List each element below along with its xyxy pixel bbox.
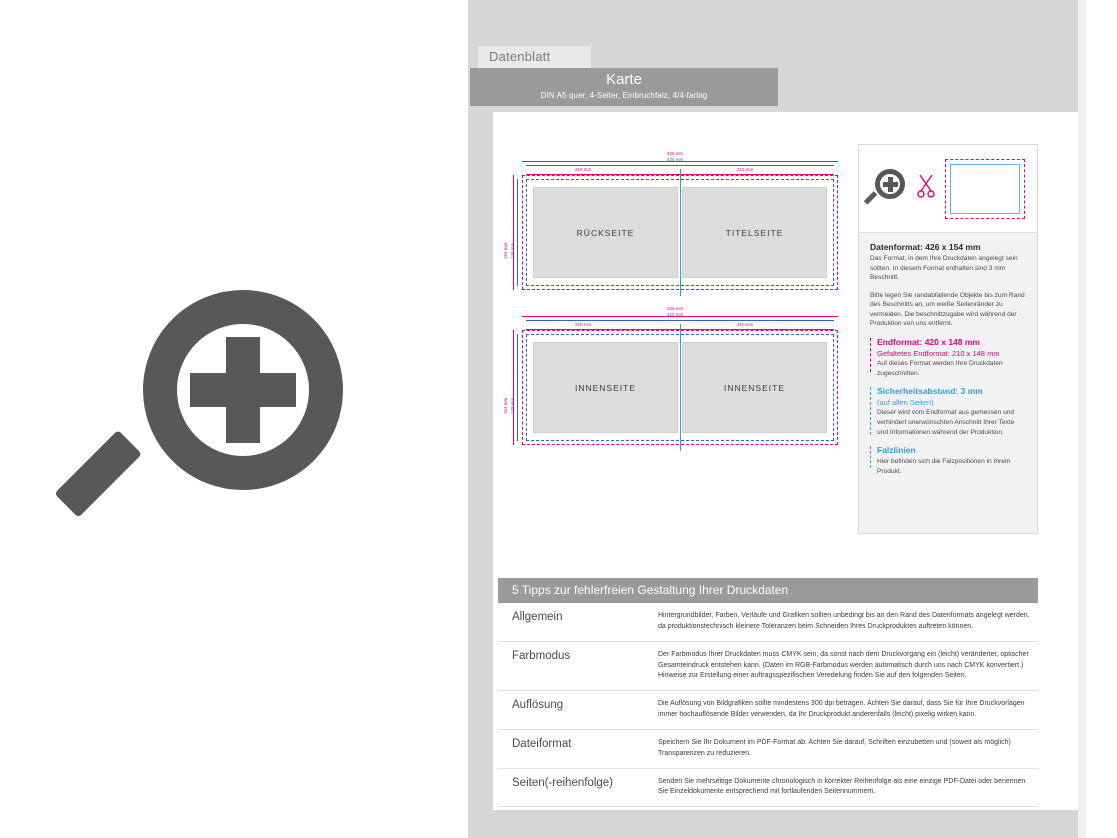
inner-spread <box>503 306 845 445</box>
dim-inner-bleed-width: 426 mm <box>667 306 684 311</box>
tips-label-allgemein: Allgemein <box>512 611 563 623</box>
outer-fold-line <box>680 169 681 296</box>
tips-text-aufloesung: Die Auflösung von Bildgrafiken sollte mindestens 300 dpi betragen. Achten Sie darauf, dass Sie für Ihre Druckvorlagen immer hochauflösende Bilder verwenden, da Ihr Druckprodukt anderenfalls (leicht) pixelig wirken kann. <box>658 700 1025 719</box>
legend-heading-falzlinien: Falzlinien <box>877 445 916 456</box>
legend-text-randabfallend: Bitte legen Sie randabfallende Objekte bis zum Rand des Beschnitts an, um weiße Seitenränder zu vermeiden. Die beschnittzugabe wird während der Produktion von uns entfernt. <box>870 291 1025 328</box>
legend-preview-safety <box>950 164 1020 214</box>
legend-text-falzlinien: Hier befinden sich die Falzpositionen in Ihrem Produkt. <box>877 458 1011 475</box>
dim-inner-bleed-height: 154 mm <box>503 397 508 414</box>
dim-outer-right-half: 210 mm <box>737 167 754 172</box>
tab-datenblatt-label: Datenblatt <box>489 49 551 64</box>
dim-outer-left-half: 210 mm <box>575 167 592 172</box>
scissors-icon <box>917 173 935 199</box>
dim-rule-outer-bleed-v <box>513 175 514 290</box>
panel-titelseite: TITELSEITE <box>682 187 827 278</box>
dim-inner-trim-height: 148 mm <box>510 397 515 414</box>
dim-rule-outer-bleed <box>522 161 838 162</box>
table-row <box>498 769 1038 808</box>
legend-item-datenformat <box>870 242 1027 283</box>
dim-outer-trim-width: 420 mm <box>667 157 684 162</box>
legend-panel <box>858 144 1038 534</box>
dim-rule-inner-trim-v <box>517 334 518 441</box>
legend-sub-sicherheitsabstand: (auf allen Seiten) <box>877 398 934 408</box>
legend-heading-datenformat: Datenformat: 426 x 154 mm <box>870 242 981 252</box>
page-subtitle: DIN A5 quer, 4-Seiter, Einbruchfalz, 4/4-farbig <box>540 91 708 100</box>
legend-item-randabfallend <box>870 291 1027 329</box>
tips-text-seitenreihenfolge: Senden Sie mehrseitige Dokumente chronologisch in korrekter Reihenfolge als eine einzige PDF-Datei oder benennen Sie Einzeldokumente entsprechend mit fortlaufenden Seitennummern. <box>658 777 1026 796</box>
legend-item-sicherheitsabstand <box>870 386 1027 437</box>
legend-item-falzlinien <box>870 445 1027 476</box>
tips-label-seitenreihenfolge: Seiten(-reihenfolge) <box>512 776 614 789</box>
legend-text-datenformat: Das Format, in dem Ihre Druckdaten angelegt sein sollten. In diesem Format enthalten sind 3 mm Beschnitt. <box>870 255 1018 282</box>
page-title: Karte <box>606 71 642 88</box>
tab-datenblatt[interactable] <box>478 46 591 68</box>
outer-spread <box>503 151 845 290</box>
table-row <box>498 603 1038 642</box>
table-row <box>498 691 1038 730</box>
inner-fold-line <box>680 324 681 451</box>
legend-text-sicherheitsabstand: Dieser wird vom Endformat aus gemessen und verhindert unerwünschten Anschnitt Ihrer Texte und Informationen während der Produktion. <box>877 409 1015 436</box>
magnifier-plus-icon-small <box>871 169 911 209</box>
legend-sub-endformat: Gefaltetes Endformat: 210 x 148 mm <box>877 349 1000 359</box>
tips-label-farbmodus: Farbmodus <box>512 649 571 662</box>
tips-table <box>498 578 1038 807</box>
magnifier-handle-small <box>864 191 877 204</box>
legend-text-endformat: Auf dieses Format werden Ihre Druckdaten zugeschnitten. <box>877 360 1003 377</box>
panel-innenseite-right: INNENSEITE <box>682 342 827 433</box>
dim-outer-bleed-width: 426 mm <box>667 151 684 156</box>
dim-rule-outer-trim-v <box>517 179 518 286</box>
legend-preview-bleed <box>945 159 1025 219</box>
format-diagram <box>505 150 855 460</box>
table-row <box>498 642 1038 692</box>
dim-inner-trim-width: 420 mm <box>667 312 684 317</box>
tips-text-farbmodus: Der Farbmodus Ihrer Druckdaten muss CMYK sein, da sonst nach dem Druckvorgang ein (leicht) veränderter, optischer Gesamteindruck entstehen kann. (Daten im RGB-Farbmodus werden automatisch durch uns nach CMYK konvertiert.) Hinweise zur Erstellung einer auftragsspezifischen Veredelung finden Sie auf den folgenden Seiten. <box>658 650 1029 680</box>
magnifier-plus-horizontal <box>190 373 296 407</box>
dim-rule-inner-bleed <box>522 316 838 317</box>
legend-thumbnail <box>859 145 1037 233</box>
tips-text-dateiformat: Speichern Sie Ihr Dokument im PDF-Format ab. Achten Sie darauf, Schriften einzubetten und (soweit als möglich) Transparenzen zu reduzieren. <box>658 738 1011 757</box>
dim-inner-left-half: 210 mm <box>575 322 592 327</box>
legend-item-endformat <box>870 337 1027 378</box>
legend-body <box>859 233 1037 533</box>
panel-rueckseite: RÜCKSEITE <box>533 187 678 278</box>
tips-title: 5 Tipps zur fehlerfreien Gestaltung Ihrer Druckdaten <box>498 578 1038 603</box>
legend-heading-sicherheitsabstand: Sicherheitsabstand: 3 mm <box>877 386 983 397</box>
tips-label-dateiformat: Dateiformat <box>512 737 572 750</box>
legend-heading-endformat: Endformat: 420 x 148 mm <box>877 337 980 348</box>
dim-outer-trim-height: 148 mm <box>510 242 515 259</box>
tips-text-allgemein: Hintergrundbilder, Farben, Verläufe und Grafiken sollten unbedingt bis an den Rand des Datenformats angelegt werden, da produktionstechnisch kleinere Toleranzen beim Schneiden Ihres Druckproduktes auftreten können. <box>658 612 1030 630</box>
document-title-bar <box>470 68 778 106</box>
page-edge-shadow <box>1078 0 1086 838</box>
dim-rule-inner-bleed-v <box>513 330 514 445</box>
page-background-bottom <box>468 810 1078 838</box>
dim-outer-bleed-height: 154 mm <box>503 242 508 259</box>
page-background-left <box>468 112 493 838</box>
panel-innenseite-left: INNENSEITE <box>533 342 678 433</box>
magnifier-handle <box>54 430 142 518</box>
magnifier-plus-icon <box>95 280 365 550</box>
dim-inner-right-half: 210 mm <box>737 322 754 327</box>
tips-label-aufloesung: Auflösung <box>512 699 564 712</box>
table-row <box>498 730 1038 769</box>
dim-rule-inner-trim <box>526 320 834 321</box>
magnifier-plus-horizontal-small <box>883 182 898 187</box>
dim-rule-outer-trim <box>526 165 834 166</box>
